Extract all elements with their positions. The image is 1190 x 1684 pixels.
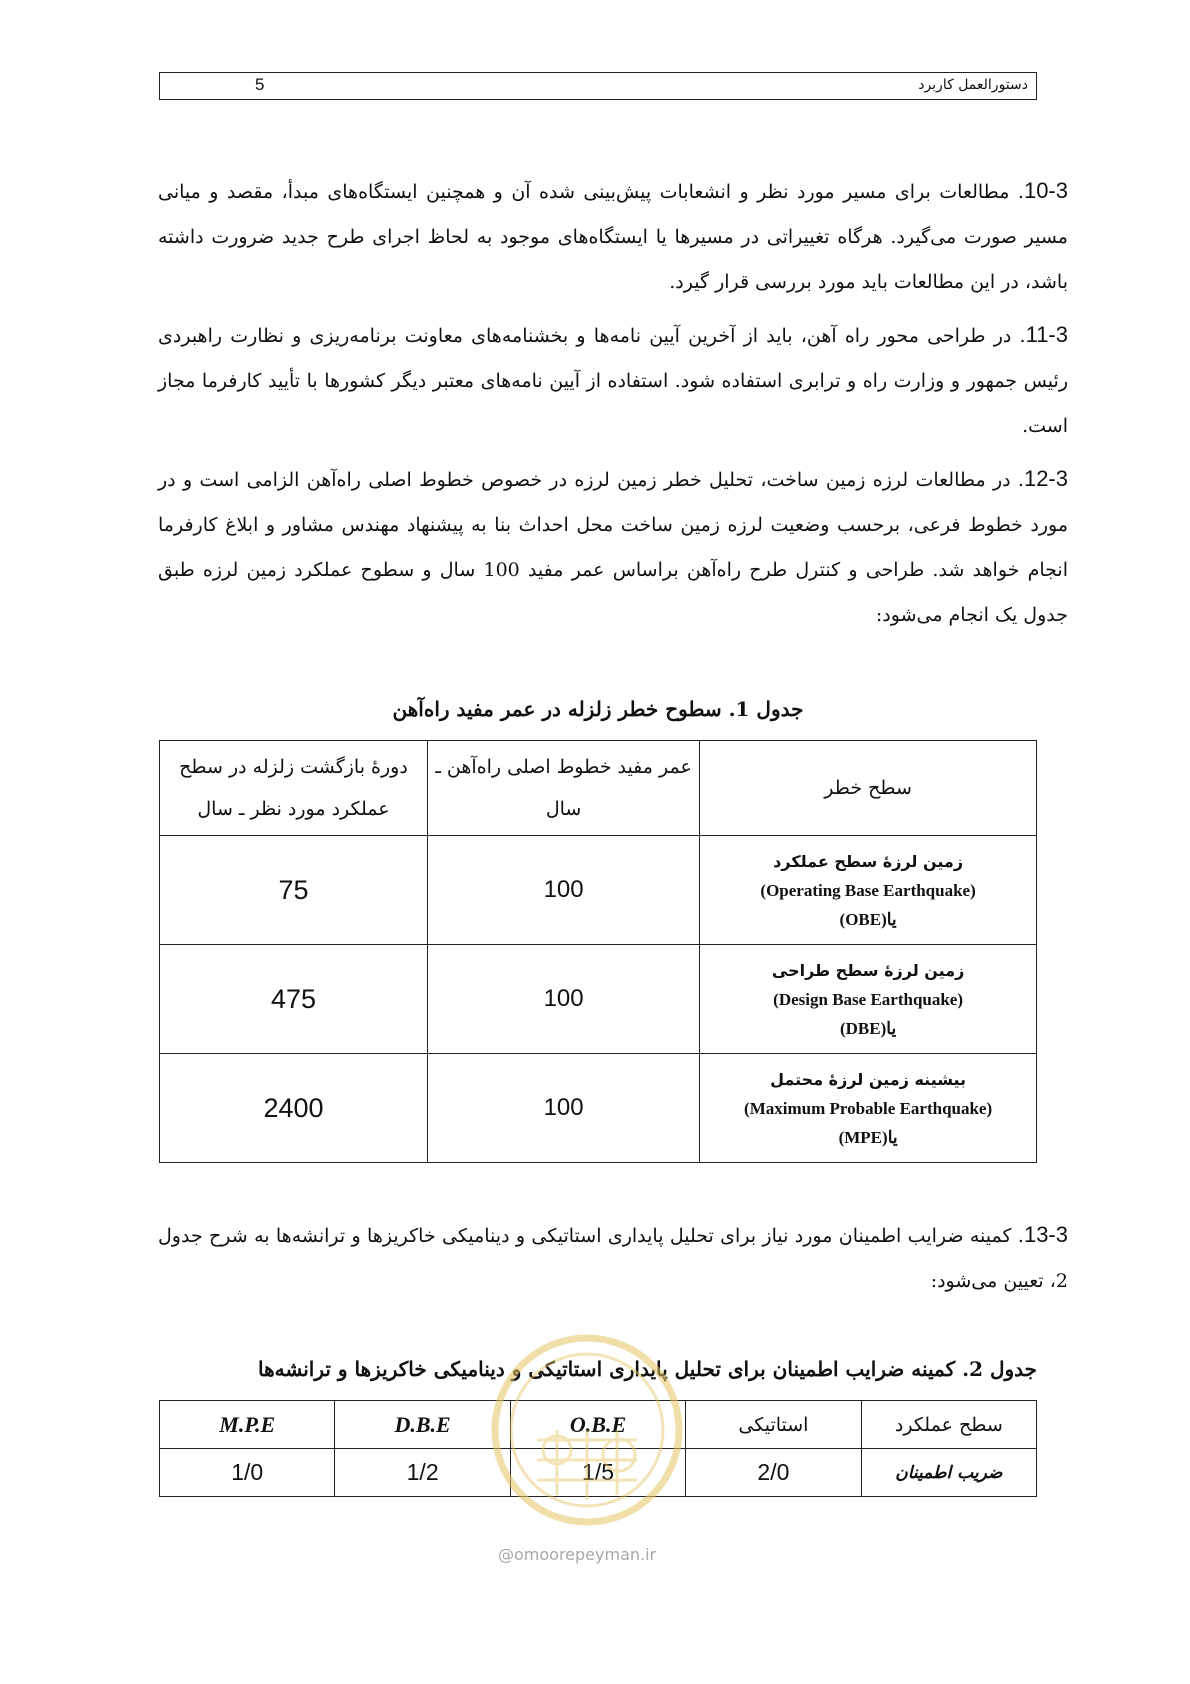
table2-caption: جدول 2. کمینه ضرایب اطمینان برای تحلیل پایداری استاتیکی و دینامیکی خاکریزها و ترانشه‌ها bbox=[257, 1357, 1037, 1381]
level-name-en: (Operating Base Earthquake) bbox=[760, 880, 976, 900]
hazard-level-cell bbox=[700, 945, 1037, 1054]
table1-caption: جدول 1. سطوح خطر زلزله در عمر مفید راه‌آهن bbox=[392, 697, 804, 721]
service-life-cell: 100 bbox=[427, 945, 699, 1054]
row-label-safety-factor: ضریب اطمینان bbox=[861, 1449, 1036, 1497]
safety-factor-table bbox=[159, 1400, 1037, 1497]
header-obe: O.B.E bbox=[510, 1401, 685, 1449]
hazard-level-cell bbox=[700, 836, 1037, 945]
level-abbr: یا(MPE) bbox=[838, 1127, 898, 1147]
level-name-fa: بیشینه زمین لرزهٔ محتمل bbox=[770, 1069, 967, 1089]
paragraph-10-3 bbox=[158, 168, 1068, 305]
service-life-cell: 100 bbox=[427, 1054, 699, 1163]
header-hazard-level: سطح خطر bbox=[700, 741, 1037, 836]
return-period-cell: 2400 bbox=[160, 1054, 428, 1163]
watermark-text: @omoorepeyman.ir bbox=[498, 1545, 657, 1564]
value-obe: 1/5 bbox=[510, 1449, 685, 1497]
paragraph-11-3 bbox=[158, 312, 1068, 449]
service-life-cell: 100 bbox=[427, 836, 699, 945]
header-dbe: D.B.E bbox=[335, 1401, 510, 1449]
header-title: دستورالعمل کاربرد bbox=[918, 77, 1028, 93]
paragraph-number: 13-3 bbox=[1023, 1222, 1068, 1247]
table-row bbox=[160, 836, 1037, 945]
table-header-row bbox=[160, 741, 1037, 836]
header-service-life: عمر مفید خطوط اصلی راه‌آهن ـ سال bbox=[427, 741, 699, 836]
level-name-en: (Design Base Earthquake) bbox=[773, 989, 964, 1009]
table-header-row bbox=[160, 1401, 1037, 1449]
value-mpe: 1/0 bbox=[160, 1449, 335, 1497]
level-name-fa: زمین لرزهٔ سطح طراحی bbox=[771, 960, 965, 980]
paragraph-text: . در مطالعات لرزه زمین ساخت، تحلیل خطر زمین لرزه در خصوص خطوط اصلی راه‌آهن الزامی است و در مورد خطوط فرعی، برحسب وضعیت لرزه زمین ساخت محل احداث بنا به پیشنهاد مهندس مشاور و ابلاغ کارفرما انجام خواهد شد. طراحی و کنترل طرح راه‌آهن براساس عمر مفید 100 سال و سطوح عملکرد زمین لرزه طبق جدول یک انجام می‌شود: bbox=[158, 469, 1068, 626]
page-number: 5 bbox=[255, 75, 265, 94]
paragraph-text: . مطالعات برای مسیر مورد نظر و انشعابات پیش‌بینی شده آن و همچنین ایستگاه‌های مبدأ، مقصد و میانی مسیر صورت می‌گیرد. هرگاه تغییراتی در مسیرها یا ایستگاه‌های موجود به لحاظ اجرای طرح جدید ضرورت داشته باشد، در این مطالعات باید مورد بررسی قرار گیرد. bbox=[158, 181, 1068, 293]
paragraph-12-3 bbox=[158, 456, 1068, 638]
return-period-cell: 75 bbox=[160, 836, 428, 945]
table-row bbox=[160, 1054, 1037, 1163]
header-static: استاتیکی bbox=[686, 1401, 861, 1449]
level-name-en: (Maximum Probable Earthquake) bbox=[744, 1098, 993, 1118]
level-abbr: یا(DBE) bbox=[839, 1018, 897, 1038]
hazard-level-cell bbox=[700, 1054, 1037, 1163]
paragraph-number: 12-3 bbox=[1023, 466, 1068, 491]
page-header bbox=[159, 72, 1037, 100]
seismic-hazard-table bbox=[159, 740, 1037, 1163]
paragraph-text: . کمینه ضرایب اطمینان مورد نیاز برای تحلیل پایداری استاتیکی و دینامیکی خاکریزها و ترانشه‌ها به شرح جدول 2، تعیین می‌شود: bbox=[158, 1225, 1068, 1292]
header-performance-level: سطح عملکرد bbox=[861, 1401, 1036, 1449]
paragraph-text: . در طراحی محور راه آهن، باید از آخرین آیین نامه‌ها و بخشنامه‌های معاونت برنامه‌ریزی و نظارت راهبردی رئیس جمهور و وزارت راه و ترابری استفاده شود. استفاده از آیین نامه‌های معتبر دیگر کشورها با تأیید کارفرما مجاز است. bbox=[158, 325, 1068, 437]
table-row bbox=[160, 945, 1037, 1054]
paragraph-13-3 bbox=[158, 1212, 1068, 1304]
table-row bbox=[160, 1449, 1037, 1497]
header-mpe: M.P.E bbox=[160, 1401, 335, 1449]
paragraph-number: 10-3 bbox=[1023, 178, 1068, 203]
value-static: 2/0 bbox=[686, 1449, 861, 1497]
level-abbr: یا(OBE) bbox=[839, 909, 897, 929]
header-return-period: دورهٔ بازگشت زلزله در سطح عملکرد مورد نظر ـ سال bbox=[160, 741, 428, 836]
value-dbe: 1/2 bbox=[335, 1449, 510, 1497]
level-name-fa: زمین لرزهٔ سطح عملکرد bbox=[773, 851, 964, 871]
paragraph-number: 11-3 bbox=[1025, 322, 1068, 347]
return-period-cell: 475 bbox=[160, 945, 428, 1054]
